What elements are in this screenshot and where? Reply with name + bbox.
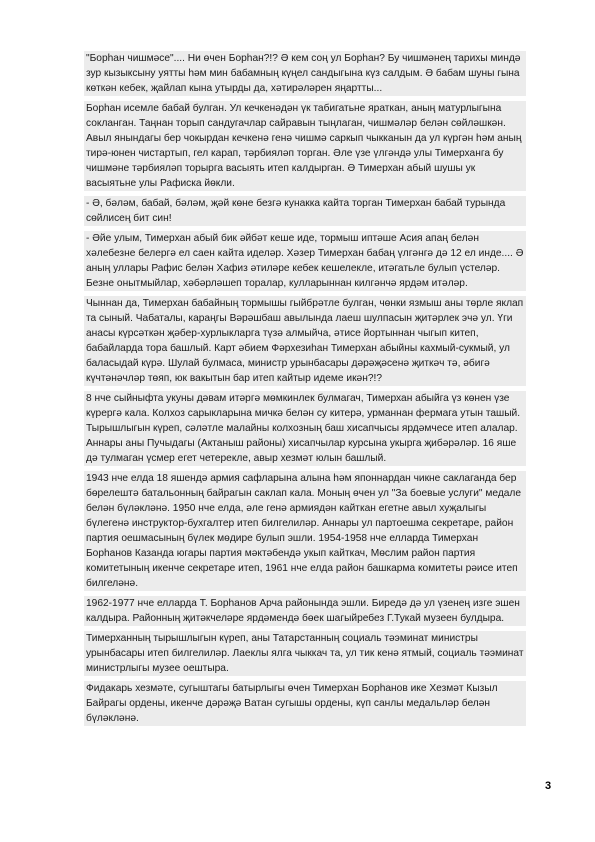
paragraph-6: 8 нче сыйныфта укуны дәвам итәргә мөмкинлек булмагач, Тимерхан абыйга үз көнен үзе күрергә кала. Колхоз сарыкларына мичкә белән су китерә, урманнан фермага утын ташый. Тырышлыгын күреп, сәләтле малайны колхозның баш хисапчысы ярдәмчесе итеп алалар. Аннары аны Пучыдагы (Актаныш районы) хисапчылар курсына укырга җибәрәләр. 16 яше дә тулмаган үсмер егет четерекле, авыр хезмәт юлын башлый.	[84, 391, 526, 466]
paragraph-3: - Ә, бәләм, бабай, бәләм, җәй көне безгә кунакка кайта торган Тимерхан бабай турында сөйлисең бит син!	[84, 196, 526, 226]
paragraph-10: Фидакарь хезмәте, сугыштагы батырлыгы өчен Тимерхан Борһанов ике Хезмәт Кызыл Байрагы ордены, икенче дәрәҗә Ватан сугышы ордены, күп санлы медальләр белән бүләкләнә.	[84, 681, 526, 726]
paragraph-1: "Борһан чишмәсе".... Ни өчен Борһан?!? Ә кем соң ул Борһан? Бу чишмәнең тарихы миндә зур кызыксыну уятты һәм мин бабамның күңел сандыгына күз салдым. Ә бабам шуны гына көткән кебек, җайлап кына утырды да, хәтирәләрен яңартты...	[84, 51, 526, 96]
paragraph-4: - Әйе улым, Тимерхан абый бик әйбәт кеше иде, тормыш иптәше Асия апаң белән хәлебезне белергә ел саен кайта иделәр. Хәзер Тимерхан бабаң үлгәнгә дә 12 ел инде.... Ә аның уллары Рафис белән Хафиз әтиләре кебек кешелекле, итәгатьле булып үстеләр. Безне онытмыйлар, хәбәрләшеп торалар, кулларыннан килгәнчә ярдәм итәләр.	[84, 231, 526, 291]
page-number: 3	[545, 780, 552, 792]
paragraph-9: Тимерханның тырышлыгын күреп, аны Татарстанның социаль тәэминат министры урынбасары итеп билгелиләр. Лаеклы ялга чыккач та, ул тик кенә ятмый, социаль тәэминат министрлыгы музее оештыра.	[84, 631, 526, 676]
paragraph-2: Борһан исемле бабай булган. Ул кечкенәдән үк табигатьне яраткан, аның матурлыгына сокланган. Таңнан торып сандугачлар сайравын тыңлаган, чишмәләр белән сөйләшкән. Авыл янындагы бер чокырдан кечкенә генә чишмә саркып чыкканын да ул күргән һәм аның тирә-юнен чистартып, гел карап, тәрбияләп торган. Әле үзе үлгәндә улы Тимерханга бу чишмәне тәрбияләп торырга васыять итеп калдырган. Ә Тимерхан абый шушы ук васыятьне улы Рафиска йөкли.	[84, 101, 526, 191]
paragraph-5: Чыннан да, Тимерхан бабайның тормышы гыйбрәтле булган, чөнки язмыш аны төрле яклап та сыный. Чабаталы, караңгы Вәрәшбаш авылында лаеш шулпасын җитәрлек эчә ул. Үги анасы күрсәткән җәбер-хурлыкларга түзә алмыйча, әтисе йортыннан чыгып китеп, бабайларда тора башлый. Карт әбием Фәрхезиһан Тимерхан абыйны кахмый-сукмый, ул баласыдай күрә. Шулай булмаса, министр урынбасары дәрәҗәсенә җиткәч тә, әбигә күчтәнәчләр төяп, юк вакытын бар итеп кайтыр идеме икән?!?	[84, 296, 526, 386]
paragraph-7: 1943 нче елда 18 яшендә армия сафларына алына һәм японнардан чикне саклаганда бер бөрелештә батальонның байрагын саклап кала. Моның өчен ул "За боевые услуги" медале белән бүләкләнә. 1950 нче елда, әле генә армиядән кайткан егетне авыл хуҗалыгы бүлегенә инструктор-бухгалтер итеп билгелиләр. Аннары ул партоешма секретаре, район партия оешмасының бүлек мөдире булып эшли. 1954-1958 нче елларда Тимерхан Борһанов Казанда югары партия мәктәбендә укып кайткач, Мөслим район партия комитетының икенче секретаре итеп, 1961 нче елда район башкарма комитеты рәисе итеп билгеләнә.	[84, 471, 526, 591]
paragraph-8: 1962-1977 нче елларда Т. Борһанов Арча районында эшли. Биредә дә ул үзенең изге эшен калдыра. Районның җитәкчеләре ярдәмендә бөек шагыйребез Г.Тукай музеен булдыра.	[84, 596, 526, 626]
page-content	[84, 51, 526, 731]
